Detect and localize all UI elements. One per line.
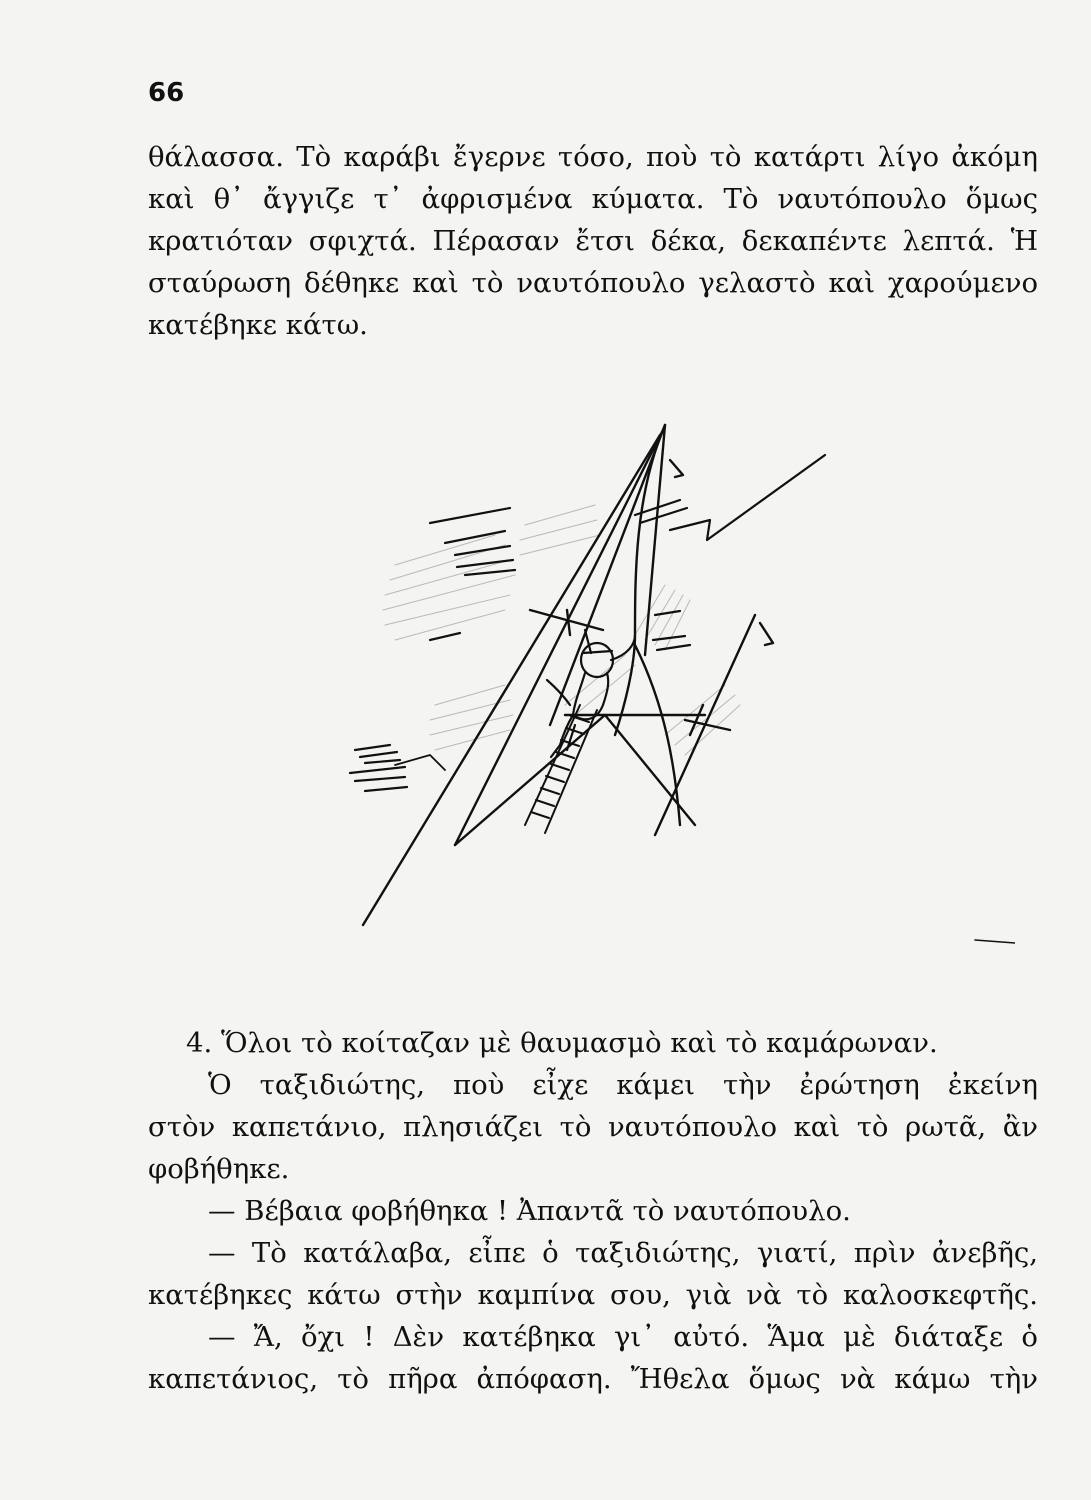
section-4 [148, 1022, 1038, 1400]
text-line: στὸν καπετάνιο, πλησιάζει τὸ ναυτόπουλο καὶ τὸ ρωτᾶ, ἂν [148, 1111, 1038, 1143]
mast-lines [363, 425, 773, 925]
edge-stroke [975, 940, 1015, 943]
text-line: θάλασσα. Τὸ καράβι ἔγερνε τόσο, ποὺ τὸ κατάρτι λίγο ἀκόμη [148, 141, 1038, 173]
text-line: φοβήθηκε. [148, 1153, 290, 1185]
text-line: κρατιόταν σφιχτά. Πέρασαν ἔτσι δέκα, δεκαπέντε λεπτά. Ἡ [148, 225, 1038, 257]
text-line: καὶ θ᾿ ἄγγιζε τ᾿ ἀφρισμένα κύματα. Τὸ ναυτόπουλο ὅμως [148, 183, 1038, 215]
text-line: 4. Ὅλοι τὸ κοίταζαν μὲ θαυμασμὸ καὶ τὸ καμάρωναν. [186, 1027, 938, 1059]
text-line: — Ἄ, ὄχι ! Δὲν κατέβηκα γι᾿ αὐτό. Ἅμα μὲ διάταξε ὁ [208, 1321, 1038, 1353]
rope-ladder [525, 705, 597, 833]
sailor-climbing-mast-illustration [335, 405, 1015, 965]
top-paragraph [148, 136, 1038, 346]
text-line: καπετάνιος, τὸ πῆρα ἀπόφαση. Ἤθελα ὅμως νὰ κάμω τὴν [148, 1363, 1038, 1395]
text-line: — Τὸ κατάλαβα, εἶπε ὁ ταξιδιώτης, γιατί, πρὶν ἀνεβῆς, [208, 1237, 1038, 1269]
page-number: 66 [148, 78, 185, 108]
sailor-figure [547, 630, 635, 757]
text-line: σταύρωση δέθηκε καὶ τὸ ναυτόπουλο γελαστὸ καὶ χαρούμενο [148, 267, 1038, 299]
text-line: κατέβηκες κάτω στὴν καμπίνα σου, γιὰ νὰ τὸ καλοσκεφτῆς. [148, 1279, 1038, 1311]
text-line: Ὁ ταξιδιώτης, ποὺ εἶχε κάμει τὴν ἐρώτηση ἐκείνη [208, 1069, 1038, 1101]
text-line: — Βέβαια φοβήθηκα ! Ἀπαντᾶ τὸ ναυτόπουλο. [208, 1195, 851, 1227]
text-line: κατέβηκε κάτω. [148, 309, 368, 341]
wind-streaks [350, 455, 825, 791]
